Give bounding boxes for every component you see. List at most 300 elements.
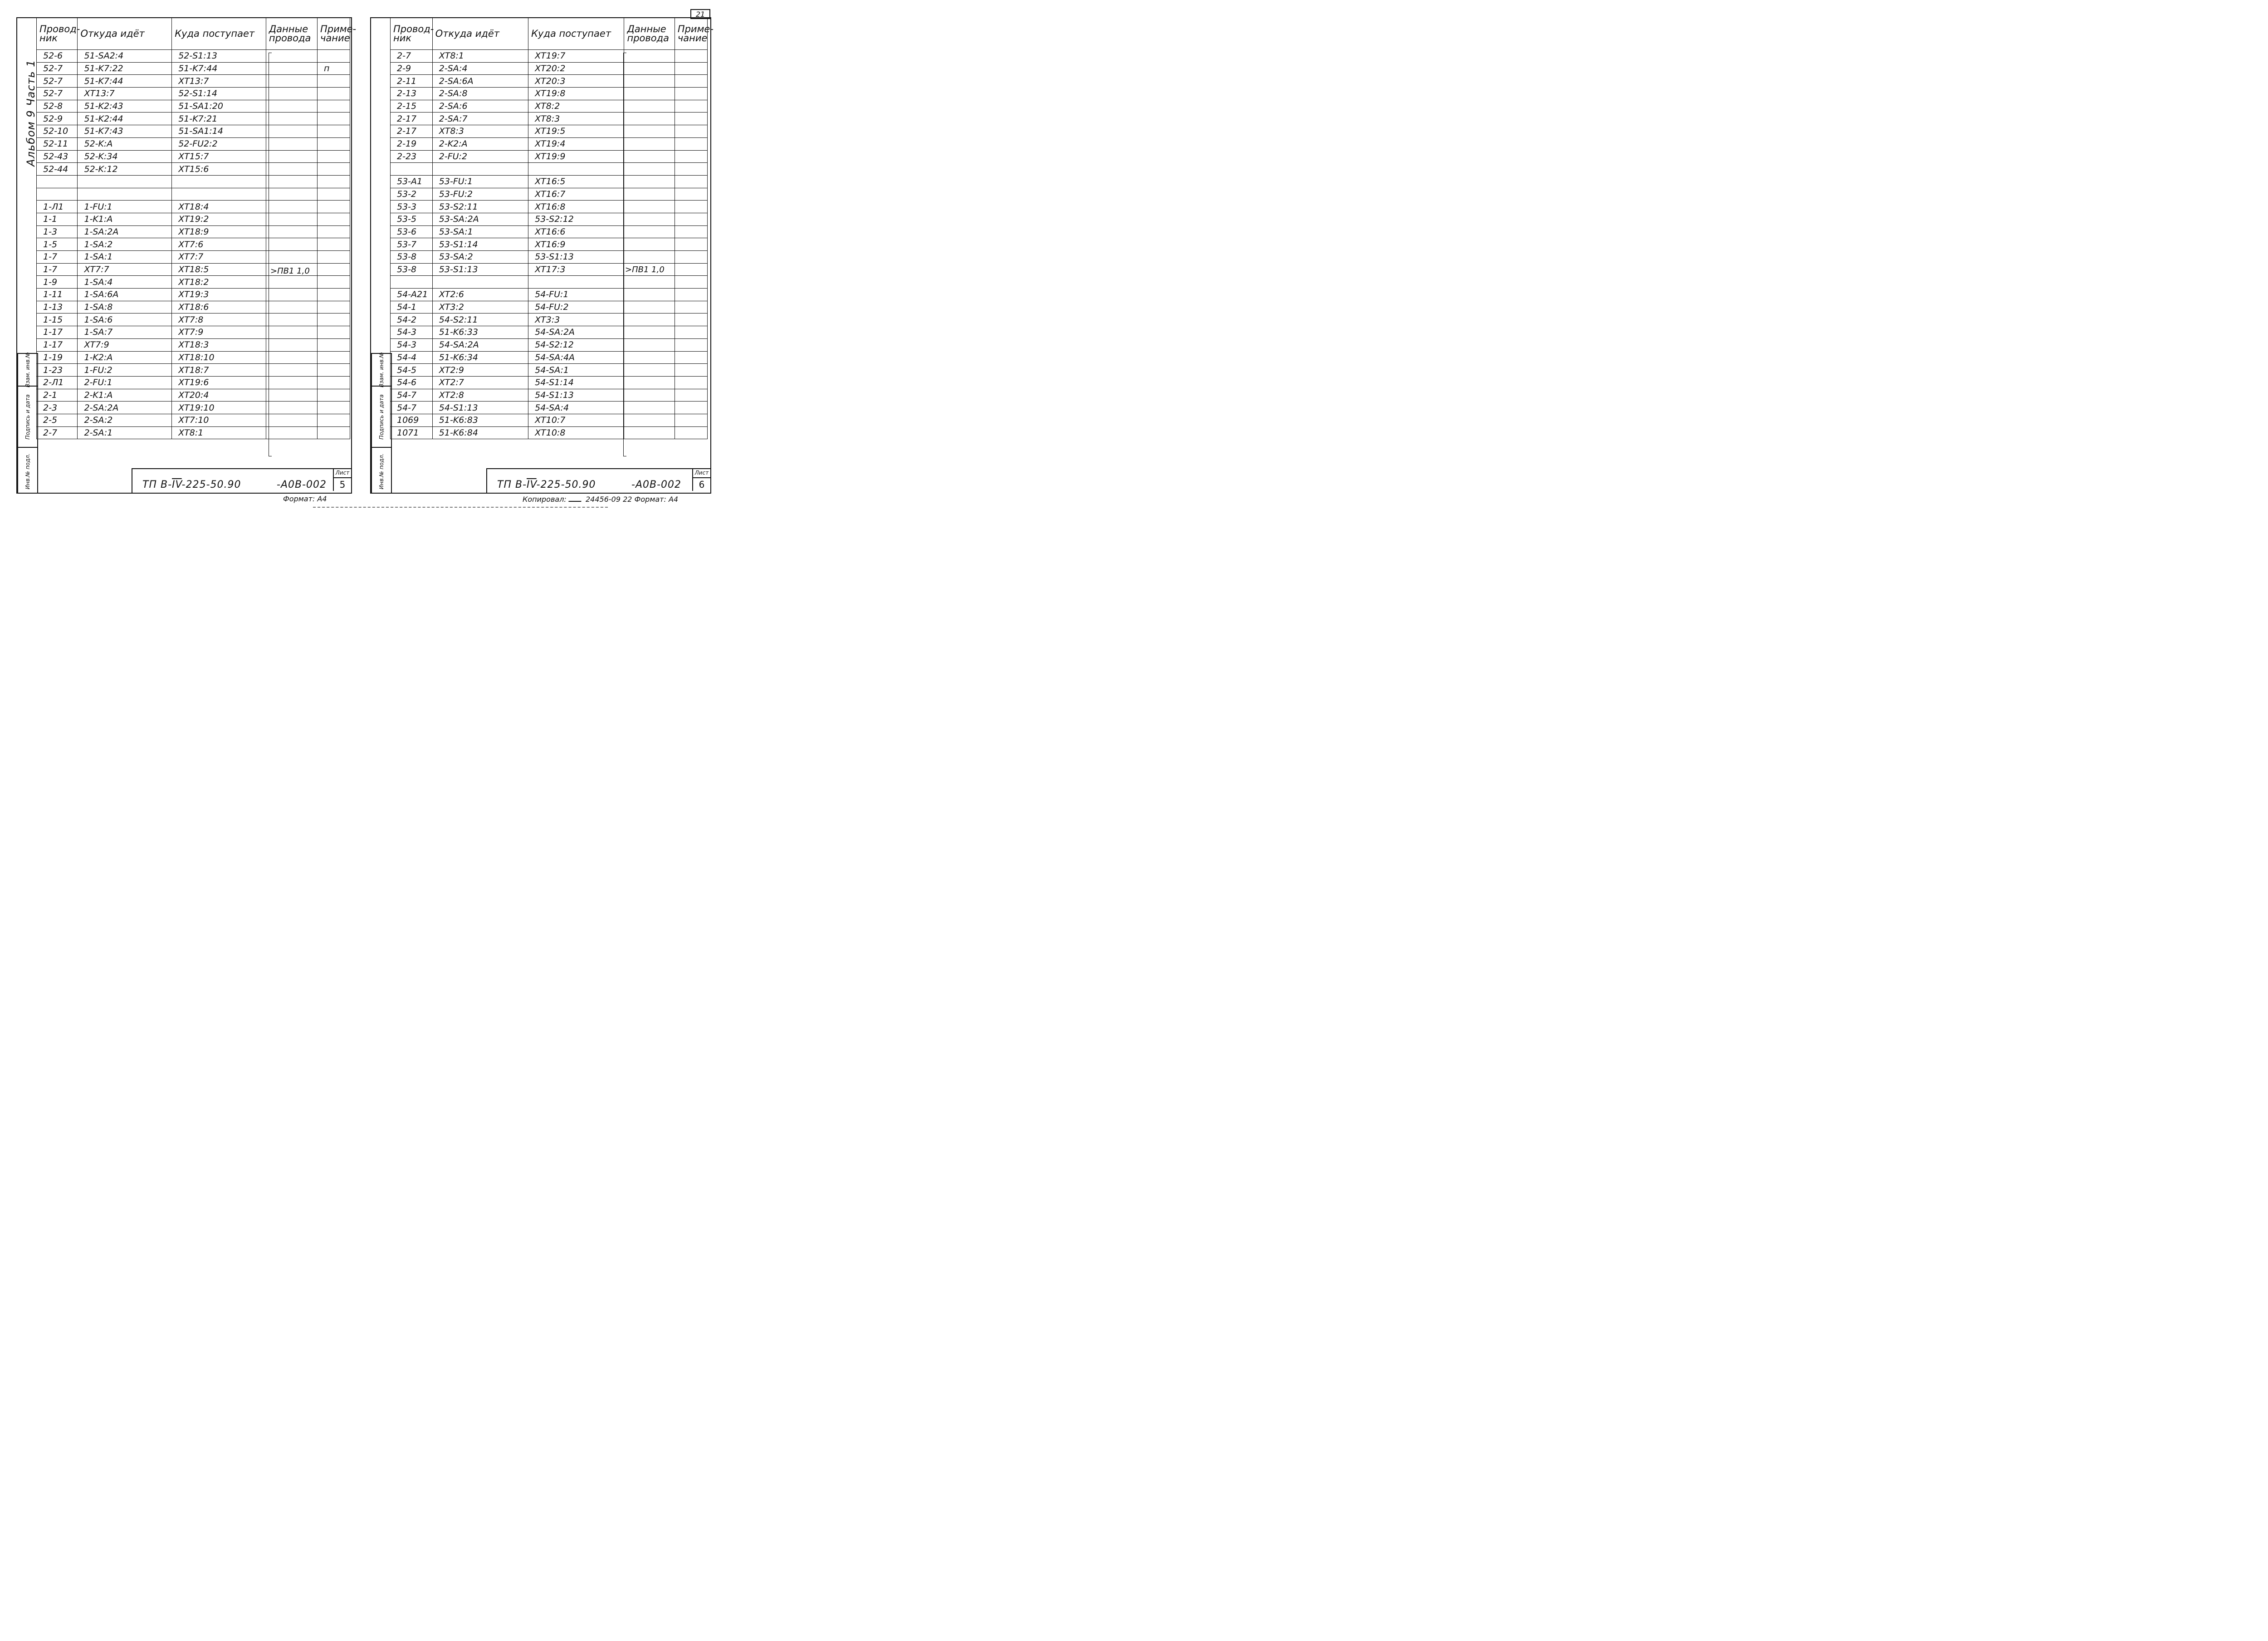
wire-cell: 1-15 (37, 314, 78, 326)
from-cell: 52-K:34 (78, 150, 172, 163)
col-header-to: Куда поступает (172, 18, 266, 50)
note-cell (675, 88, 707, 100)
from-cell: 51-K2:43 (78, 100, 172, 113)
to-cell: 54-S2:12 (528, 338, 624, 351)
from-cell: XT7:9 (78, 338, 172, 351)
wire-data-cell (624, 314, 675, 326)
table-row (37, 188, 350, 201)
table-row (391, 389, 708, 402)
from-cell: 1-SA:2A (78, 225, 172, 238)
doc-code: ТП $В-\overline{IV}-225-50.90$ (142, 479, 241, 490)
wire-data-cell (266, 225, 317, 238)
wire-data-cell (266, 338, 317, 351)
to-cell: XT16:9 (528, 238, 624, 251)
signature-mark (568, 495, 584, 502)
wire-cell: 54-1 (391, 301, 433, 314)
note-cell (318, 426, 350, 439)
wire-data-cell (266, 414, 317, 426)
from-cell: 53-SA:2 (432, 251, 528, 264)
note-cell (675, 238, 707, 251)
from-cell: 2-SA:8 (432, 88, 528, 100)
wire-data-cell (624, 414, 675, 426)
to-cell: XT18:3 (172, 338, 266, 351)
table-row (391, 88, 708, 100)
from-cell: 51-K6:83 (432, 414, 528, 426)
col-header-wire: Провод-ник (391, 18, 433, 50)
note-cell (318, 364, 350, 377)
from-cell: 53-FU:1 (432, 175, 528, 188)
from-cell: 53-SA:2A (432, 213, 528, 225)
sheet-number: 5 (339, 479, 346, 490)
doc-suffix: -А0В-002 (277, 479, 327, 490)
from-cell: 53-S1:14 (432, 238, 528, 251)
note-cell (675, 376, 707, 389)
note-cell (318, 225, 350, 238)
wire-cell: 1071 (391, 426, 433, 439)
wire-cell: 52-7 (37, 75, 78, 88)
from-cell: 51-K6:84 (432, 426, 528, 439)
note-cell (675, 389, 707, 402)
to-cell: XT18:9 (172, 225, 266, 238)
from-cell: 51-K7:44 (78, 75, 172, 88)
to-cell: XT19:2 (172, 213, 266, 225)
from-cell: 1-FU:1 (78, 201, 172, 213)
table-row (37, 213, 350, 225)
wire-cell: 52-11 (37, 137, 78, 150)
from-cell: 2-K1:A (78, 389, 172, 402)
note-cell (318, 402, 350, 414)
table-row (391, 376, 708, 389)
to-cell: XT8:3 (528, 113, 624, 125)
from-cell: XT7:7 (78, 263, 172, 276)
format-label: Формат: А4 (283, 495, 327, 503)
wire-data-cell (624, 225, 675, 238)
table-row (37, 301, 350, 314)
wire-data-cell (266, 175, 317, 188)
note-cell (675, 351, 707, 364)
wire-data-cell (624, 301, 675, 314)
to-cell: 54-FU:1 (528, 289, 624, 301)
from-cell: 1-SA:4 (78, 276, 172, 289)
wire-data-cell (266, 50, 317, 63)
wire-data-cell (624, 213, 675, 225)
to-cell: 54-SA:4A (528, 351, 624, 364)
from-cell: 2-FU:1 (78, 376, 172, 389)
note-cell (675, 150, 707, 163)
note-cell (318, 326, 350, 339)
wire-cell: 1069 (391, 414, 433, 426)
table-row (391, 62, 708, 75)
table-row (37, 150, 350, 163)
wire-cell: 52-7 (37, 62, 78, 75)
wire-cell: 54-4 (391, 351, 433, 364)
wire-data-cell (624, 326, 675, 339)
wire-data-cell (624, 289, 675, 301)
to-cell: XT18:6 (172, 301, 266, 314)
left-sheet (0, 0, 363, 514)
sheet-number-box (333, 469, 351, 491)
wire-data-cell (624, 188, 675, 201)
right-side-stamp (371, 353, 392, 494)
wire-data-cell (624, 175, 675, 188)
to-cell: 52-FU2:2 (172, 137, 266, 150)
from-cell (78, 175, 172, 188)
wire-cell (391, 276, 433, 289)
to-cell: XT10:7 (528, 414, 624, 426)
wire-cell: 53-7 (391, 238, 433, 251)
wire-cell: 52-8 (37, 100, 78, 113)
to-cell: 54-S1:14 (528, 376, 624, 389)
note-cell (318, 414, 350, 426)
to-cell: 54-S1:13 (528, 389, 624, 402)
table-row (391, 188, 708, 201)
table-row (37, 351, 350, 364)
note-cell (318, 251, 350, 264)
note-cell (675, 100, 707, 113)
wire-data-cell (266, 75, 317, 88)
note-cell (675, 62, 707, 75)
table-row (37, 137, 350, 150)
table-row (391, 137, 708, 150)
wire-cell: 2-19 (391, 137, 433, 150)
to-cell: XT16:6 (528, 225, 624, 238)
to-cell: XT20:3 (528, 75, 624, 88)
from-cell: 51-K6:33 (432, 326, 528, 339)
from-cell: 54-SA:2A (432, 338, 528, 351)
wire-data-cell (624, 75, 675, 88)
wire-data-cell (266, 113, 317, 125)
to-cell: XT15:6 (172, 163, 266, 176)
wire-cell (391, 163, 433, 176)
table-row (391, 75, 708, 88)
col-header-wire-data: Данные провода (624, 18, 675, 50)
wire-cell (37, 188, 78, 201)
from-cell: 52-K:A (78, 137, 172, 150)
from-cell: 53-S2:11 (432, 201, 528, 213)
from-cell: 1-SA:8 (78, 301, 172, 314)
from-cell: 2-SA:1 (78, 426, 172, 439)
to-cell (172, 188, 266, 201)
from-cell: 54-S1:13 (432, 402, 528, 414)
to-cell: XT20:4 (172, 389, 266, 402)
from-cell: 2-SA:2A (78, 402, 172, 414)
from-cell: 51-K7:22 (78, 62, 172, 75)
doc-suffix: -А0В-002 (631, 479, 682, 490)
note-cell (675, 276, 707, 289)
to-cell: XT7:8 (172, 314, 266, 326)
stamp-replace-inv: Взам. инв.№ (378, 352, 385, 387)
wire-data-cell (624, 50, 675, 63)
note-cell (318, 351, 350, 364)
wire-data-cell (266, 402, 317, 414)
to-cell: XT13:7 (172, 75, 266, 88)
from-cell: 51-SA2:4 (78, 50, 172, 63)
wire-cell: 2-Л1 (37, 376, 78, 389)
from-cell: XT8:3 (432, 125, 528, 138)
to-cell: XT3:3 (528, 314, 624, 326)
album-label: Альбом 9 Часть 1 (24, 59, 37, 167)
table-row (391, 238, 708, 251)
col-header-wire-data: Данные провода (266, 18, 317, 50)
to-cell: 53-S2:12 (528, 213, 624, 225)
copied-line (523, 495, 678, 504)
wire-data-cell (624, 100, 675, 113)
from-cell: 1-K2:A (78, 351, 172, 364)
to-cell: 52-S1:13 (172, 50, 266, 63)
stamp-sign-date: Подпись и дата (24, 394, 31, 440)
to-cell: XT20:2 (528, 62, 624, 75)
left-wire-data: >ПВ1 1,0 (270, 266, 310, 276)
table-row (37, 50, 350, 63)
note-cell (675, 175, 707, 188)
from-cell (432, 163, 528, 176)
table-row (37, 402, 350, 414)
left-wire-table (36, 17, 357, 439)
wire-data-cell (266, 326, 317, 339)
table-row (37, 314, 350, 326)
table-row (37, 62, 350, 75)
note-cell (675, 426, 707, 439)
from-cell: 1-SA:6A (78, 289, 172, 301)
table-row (37, 201, 350, 213)
wire-cell: 1-13 (37, 301, 78, 314)
wire-data-cell (624, 351, 675, 364)
page-number: 21 (690, 9, 710, 19)
table-row (37, 389, 350, 402)
wire-data-cell (266, 88, 317, 100)
wire-cell: 54-6 (391, 376, 433, 389)
from-cell: XT2:8 (432, 389, 528, 402)
wire-data-cell (624, 426, 675, 439)
table-row (37, 276, 350, 289)
note-cell (675, 113, 707, 125)
from-cell: 2-SA:6 (432, 100, 528, 113)
from-cell: 1-K1:A (78, 213, 172, 225)
note-cell (318, 263, 350, 276)
table-row (391, 201, 708, 213)
wire-cell: 1-17 (37, 338, 78, 351)
to-cell (528, 163, 624, 176)
note-cell (318, 113, 350, 125)
to-cell: XT7:9 (172, 326, 266, 339)
to-cell: 54-SA:4 (528, 402, 624, 414)
note-cell (675, 326, 707, 339)
to-cell: XT7:7 (172, 251, 266, 264)
to-cell: 52-S1:14 (172, 88, 266, 100)
note-cell (318, 338, 350, 351)
sheet-number: 6 (699, 479, 705, 490)
table-row (37, 326, 350, 339)
wire-data-cell (266, 376, 317, 389)
wire-data-cell (266, 125, 317, 138)
stamp-replace-inv: Взам. инв.№ (24, 352, 31, 387)
to-cell: XT18:2 (172, 276, 266, 289)
wire-cell: 2-13 (391, 88, 433, 100)
wire-data-cell (266, 276, 317, 289)
wire-cell: 52-43 (37, 150, 78, 163)
note-cell (318, 201, 350, 213)
wire-data-cell (624, 364, 675, 377)
wire-data-cell (624, 376, 675, 389)
wire-data-cell (624, 402, 675, 414)
col-header-from: Откуда идёт (432, 18, 528, 50)
table-row (391, 213, 708, 225)
wire-cell: 52-44 (37, 163, 78, 176)
wire-cell: 52-9 (37, 113, 78, 125)
to-cell: XT18:4 (172, 201, 266, 213)
left-title-block (132, 468, 352, 494)
note-cell (675, 289, 707, 301)
to-cell: XT19:6 (172, 376, 266, 389)
note-cell (675, 188, 707, 201)
note-cell (318, 289, 350, 301)
from-cell: 1-SA:1 (78, 251, 172, 264)
to-cell: XT19:5 (528, 125, 624, 138)
note-cell (318, 150, 350, 163)
wire-cell: 2-23 (391, 150, 433, 163)
from-cell: 2-FU:2 (432, 150, 528, 163)
wire-cell (37, 175, 78, 188)
table-row (391, 426, 708, 439)
wire-cell: 2-9 (391, 62, 433, 75)
note-cell (675, 125, 707, 138)
to-cell: XT16:5 (528, 175, 624, 188)
wire-data-cell (624, 88, 675, 100)
table-row (391, 414, 708, 426)
wire-cell: 53-2 (391, 188, 433, 201)
from-cell: XT2:6 (432, 289, 528, 301)
to-cell: XT8:1 (172, 426, 266, 439)
to-cell: 51-K7:21 (172, 113, 266, 125)
to-cell (172, 175, 266, 188)
note-cell (318, 188, 350, 201)
note-cell (318, 100, 350, 113)
wire-data-cell (624, 163, 675, 176)
wire-data-cell (624, 201, 675, 213)
to-cell: XT19:3 (172, 289, 266, 301)
wire-data-cell (624, 338, 675, 351)
wire-cell: 2-1 (37, 389, 78, 402)
from-cell: 2-SA:4 (432, 62, 528, 75)
wire-data-cell (266, 301, 317, 314)
wire-cell: 54-A21 (391, 289, 433, 301)
wire-cell: 53-8 (391, 251, 433, 264)
note-cell (675, 213, 707, 225)
to-cell: 53-S1:13 (528, 251, 624, 264)
note-cell (318, 137, 350, 150)
wire-data-cell (266, 213, 317, 225)
table-row (37, 75, 350, 88)
wire-data-cell (624, 276, 675, 289)
to-cell: XT19:4 (528, 137, 624, 150)
table-row (391, 402, 708, 414)
note-cell (675, 163, 707, 176)
to-cell: XT19:8 (528, 88, 624, 100)
copied-label: Копировал: (523, 495, 567, 504)
note-cell (675, 263, 707, 276)
stamp-inv-orig: Инв.№ подл. (24, 453, 31, 489)
wire-cell: 2-11 (391, 75, 433, 88)
from-cell: 2-K2:A (432, 137, 528, 150)
table-row (37, 289, 350, 301)
to-cell: 54-SA:1 (528, 364, 624, 377)
table-row (37, 414, 350, 426)
from-cell: 2-SA:7 (432, 113, 528, 125)
note-cell (675, 50, 707, 63)
wire-cell: 52-6 (37, 50, 78, 63)
stamp-inv-orig: Инв.№ подл. (378, 453, 385, 489)
note-cell (318, 301, 350, 314)
to-cell: XT18:10 (172, 351, 266, 364)
wire-data-cell (266, 137, 317, 150)
wire-data-cell (624, 137, 675, 150)
note-cell (318, 88, 350, 100)
from-cell: 2-SA:2 (78, 414, 172, 426)
wire-data-cell (266, 289, 317, 301)
note-cell (675, 201, 707, 213)
right-sheet (363, 0, 726, 514)
note-cell (318, 314, 350, 326)
from-cell: 51-K7:43 (78, 125, 172, 138)
note-cell (675, 301, 707, 314)
wire-data-cell (266, 238, 317, 251)
table-row (37, 376, 350, 389)
to-cell: XT8:2 (528, 100, 624, 113)
from-cell: 1-SA:2 (78, 238, 172, 251)
col-header-from: Откуда идёт (78, 18, 172, 50)
wire-cell: 2-17 (391, 125, 433, 138)
table-row (391, 225, 708, 238)
table-row (37, 125, 350, 138)
from-cell (432, 276, 528, 289)
to-cell: 54-SA:2A (528, 326, 624, 339)
wire-cell: 52-10 (37, 125, 78, 138)
col-header-note: Приме-чание (675, 18, 707, 50)
wire-cell: 1-9 (37, 276, 78, 289)
table-row (391, 289, 708, 301)
table-row (37, 426, 350, 439)
note-cell (318, 175, 350, 188)
wire-cell: 53-A1 (391, 175, 433, 188)
table-row (37, 338, 350, 351)
note-cell (318, 50, 350, 63)
table-row (37, 238, 350, 251)
wire-data-cell (624, 389, 675, 402)
note-cell (675, 338, 707, 351)
to-cell (528, 276, 624, 289)
note-cell (675, 402, 707, 414)
right-wire-table (390, 17, 714, 439)
wire-cell: 1-3 (37, 225, 78, 238)
table-row (391, 338, 708, 351)
wire-data-cell (266, 426, 317, 439)
to-cell: XT7:10 (172, 414, 266, 426)
note-cell (675, 75, 707, 88)
col-header-wire: Провод-ник (37, 18, 78, 50)
wire-cell: 54-7 (391, 402, 433, 414)
table-row (391, 175, 708, 188)
wire-cell: 1-17 (37, 326, 78, 339)
table-row (391, 326, 708, 339)
wire-cell: 1-5 (37, 238, 78, 251)
to-cell: XT17:3 (528, 263, 624, 276)
wire-cell: 1-23 (37, 364, 78, 377)
wire-data-cell (624, 125, 675, 138)
sheet-label: Лист (334, 469, 351, 478)
from-cell: 54-S2:11 (432, 314, 528, 326)
table-row (391, 301, 708, 314)
copied-number: 24456-09 (586, 495, 621, 504)
